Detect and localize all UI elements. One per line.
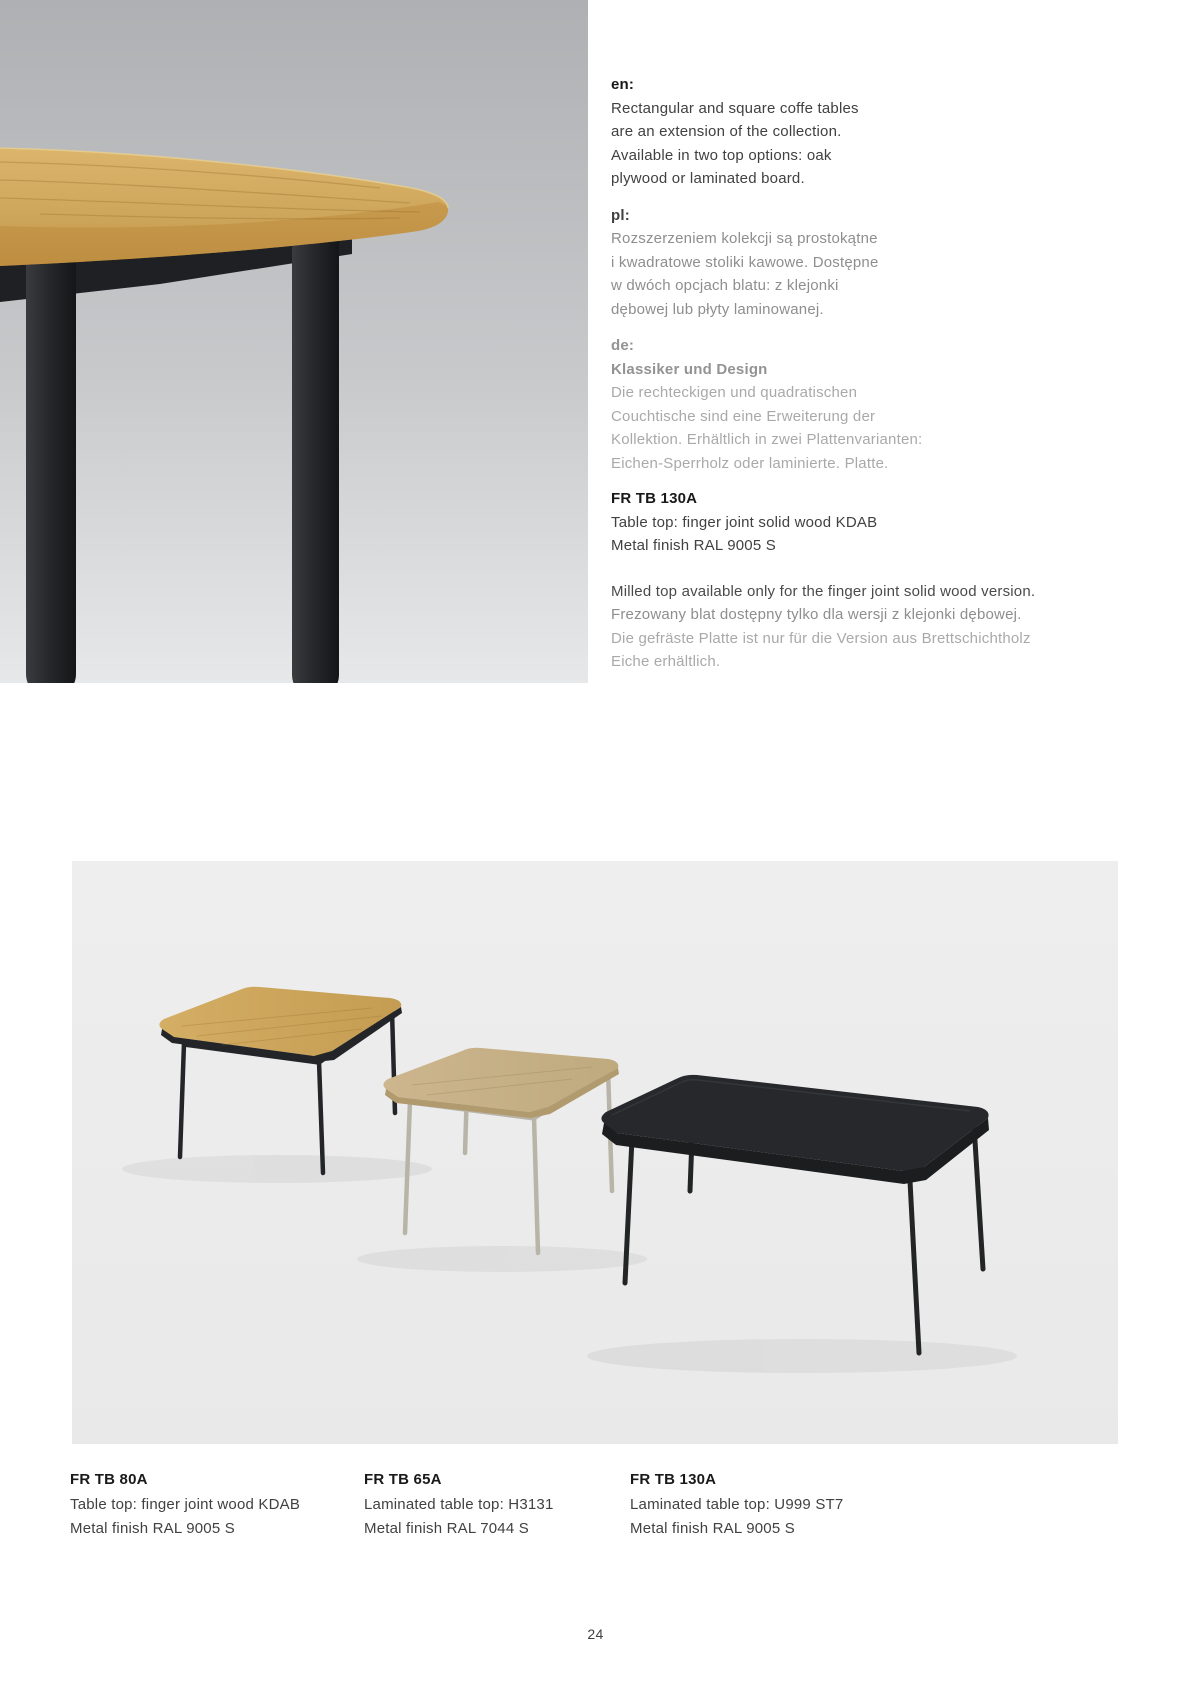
- tables-illustration: [72, 861, 1118, 1444]
- intro-line-de: Die rechteckigen und quadratischen: [611, 384, 858, 401]
- hero-product-photo: [0, 0, 588, 683]
- caption-fr-tb-65a: [364, 1468, 554, 1542]
- caption-spec-2: Metal finish RAL 9005 S: [630, 1520, 795, 1537]
- table-leg-left: [26, 228, 76, 683]
- caption-fr-tb-130a: [630, 1468, 843, 1542]
- intro-line-pl: w dwóch opcjach blatu: z klejonki: [611, 277, 839, 294]
- description-column: [611, 73, 1081, 674]
- language-section-pl: [611, 204, 1081, 322]
- caption-fr-tb-80a: [70, 1468, 300, 1542]
- caption-spec-1: Laminated table top: U999 ST7: [630, 1495, 844, 1513]
- product-spec-line: Metal finish RAL 9005 S: [611, 537, 776, 554]
- intro-line-de: Couchtische sind eine Erweiterung der: [611, 407, 876, 425]
- caption-code: FR TB 130A: [630, 1471, 717, 1488]
- product-spec-line: Table top: finger joint solid wood KDAB: [611, 513, 878, 531]
- note-line-en: Milled top available only for the finger joint solid wood version.: [611, 582, 1036, 600]
- intro-line-en: Rectangular and square coffe tables: [611, 99, 859, 117]
- hero-photo-illustration: [0, 0, 588, 683]
- caption-spec-1: Laminated table top: H3131: [364, 1495, 554, 1513]
- intro-line-pl: dębowej lub płyty laminowanej.: [611, 300, 824, 318]
- caption-code: FR TB 80A: [70, 1471, 148, 1488]
- intro-line-de: Kollektion. Erhältlich in zwei Plattenvarianten:: [611, 431, 923, 448]
- language-section-en: [611, 73, 1081, 191]
- section-label-de: de:: [611, 337, 635, 354]
- caption-spec-2: Metal finish RAL 7044 S: [364, 1520, 529, 1537]
- caption-spec-1: Table top: finger joint wood KDAB: [70, 1495, 301, 1513]
- tables-group-photo: [72, 861, 1118, 1444]
- note-line-de: Die gefräste Platte ist nur für die Version aus Brettschichtholz: [611, 629, 1031, 647]
- section-label-pl: pl:: [611, 206, 630, 224]
- intro-line-en: are an extension of the collection.: [611, 123, 842, 140]
- intro-line-en: Available in two top options: oak: [611, 146, 832, 164]
- page-number: 24: [587, 1626, 604, 1642]
- section-label-en: en:: [611, 76, 635, 93]
- note-line-pl: Frezowany blat dostępny tylko dla wersji z klejonki dębowej.: [611, 606, 1022, 623]
- table-leg-right: [292, 188, 339, 683]
- intro-line-en: plywood or laminated board.: [611, 170, 805, 187]
- product-highlight: [611, 487, 1081, 558]
- availability-note: [611, 580, 1081, 674]
- intro-line-pl: i kwadratowe stoliki kawowe. Dostępne: [611, 253, 879, 271]
- note-line-de: Eiche erhältlich.: [611, 653, 721, 670]
- de-subtitle: Klassiker und Design: [611, 360, 768, 378]
- caption-code: FR TB 65A: [364, 1471, 442, 1488]
- language-section-de: [611, 334, 1081, 475]
- product-code-highlight: FR TB 130A: [611, 490, 698, 507]
- intro-line-de: Eichen-Sperrholz oder laminierte. Platte.: [611, 454, 889, 472]
- intro-line-pl: Rozszerzeniem kolekcji są prostokątne: [611, 230, 878, 247]
- caption-spec-2: Metal finish RAL 9005 S: [70, 1520, 235, 1537]
